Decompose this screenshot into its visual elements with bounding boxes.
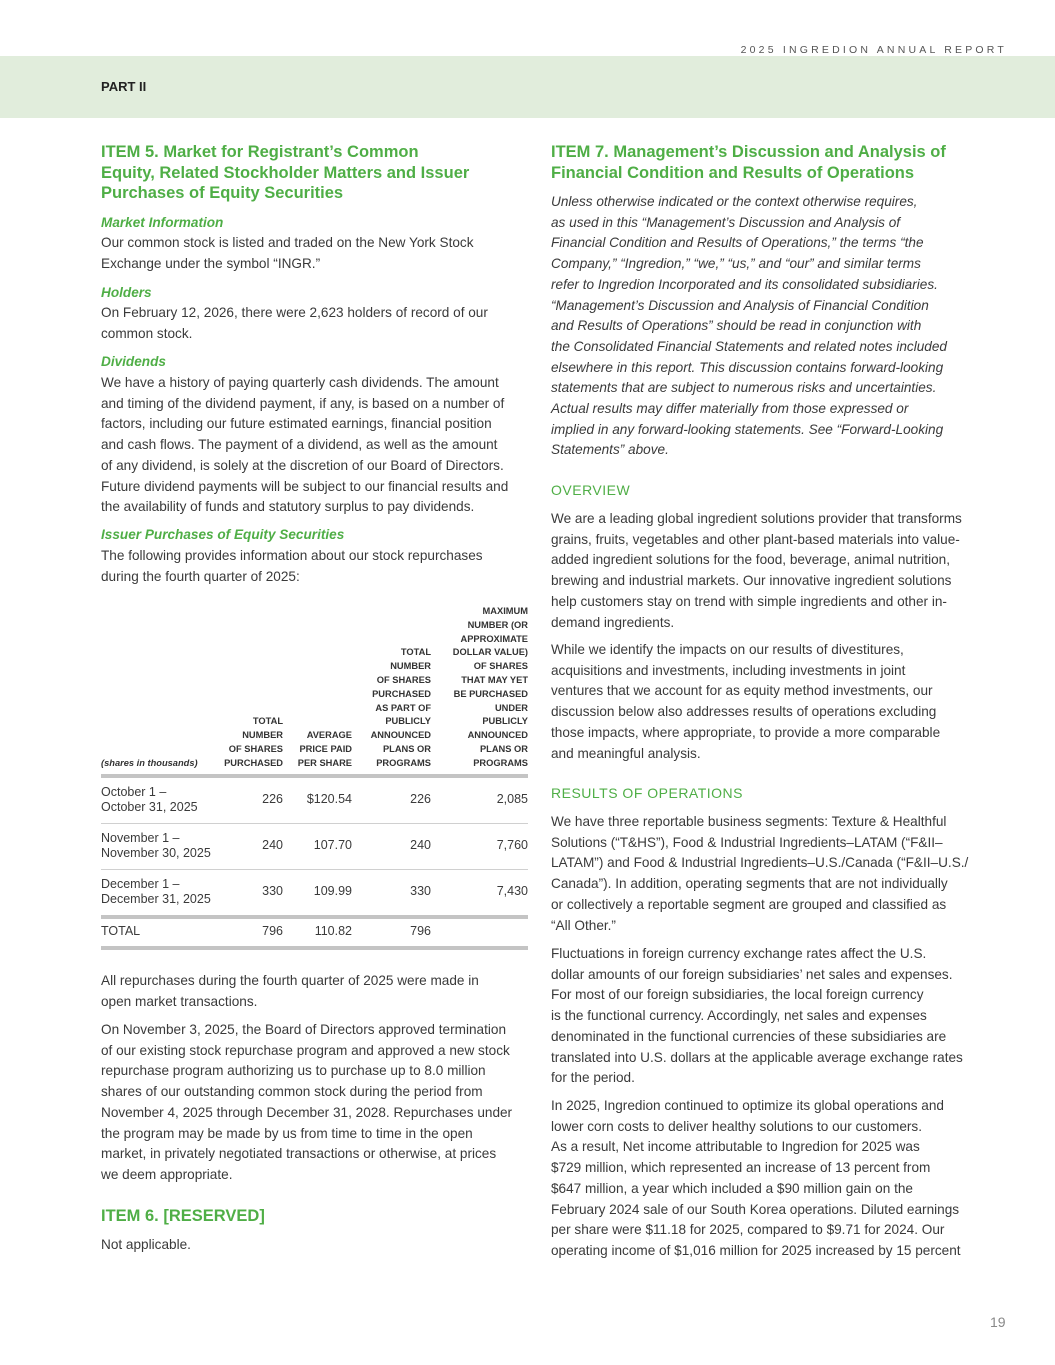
item5-heading: ITEM 5. Market for Registrant’s Common Equity, Related Stockholder Matters and Issuer Purchases of Equity Securities — [101, 143, 470, 202]
cell: 107.70 — [283, 823, 352, 869]
cell: 7,430 — [496, 884, 528, 899]
dividends-heading: Dividends — [101, 354, 166, 369]
cell: 330 — [262, 884, 283, 899]
cell: $120.54 — [283, 776, 352, 824]
table-total-row — [101, 917, 528, 948]
table-row — [101, 823, 528, 869]
page-number: 19 — [990, 1314, 1006, 1330]
part-banner — [0, 56, 1055, 118]
table-header-row — [101, 605, 528, 776]
period-cell: December 1 – December 31, 2025 — [101, 876, 211, 907]
item6-heading: ITEM 6. [RESERVED] — [101, 1207, 265, 1225]
table-row — [101, 776, 528, 824]
report-title: 2025 INGREDION ANNUAL REPORT — [740, 44, 1007, 56]
cell: 796 — [352, 917, 431, 948]
cell: 240 — [352, 823, 431, 869]
cell: 2,085 — [431, 776, 528, 824]
cell: 226 — [352, 776, 431, 824]
overview-paragraph: We are a leading global ingredient solutions provider that transforms grains, fruits, vegetables and other plant-based materials into value- added ingredient solutions for the food, beverage, animal nutrition, brewing and industrial markets. Our innovative ingredient solutions help customers stay on trend with simple ingredients and other in- demand ingredients. — [551, 511, 962, 630]
table-row — [101, 869, 528, 917]
repurchase-table — [101, 605, 528, 950]
dividends-text: We have a history of paying quarterly cash dividends. The amount and timing of the dividend payment, if any, is based on a number of factors, including our future estimated earnings, financial position and cash flows. The payment of a dividend, as well as the amount of any dividend, is solely at the discretion of our Board of Directors. Future dividend payments will be subject to our financial results and the availability of funds and statutory surplus to pay dividends. — [101, 375, 509, 515]
part-label: PART II — [101, 79, 147, 94]
results-heading: RESULTS OF OPERATIONS — [551, 785, 744, 801]
results-paragraph: Fluctuations in foreign currency exchange rates affect the U.S. dollar amounts of our foreign subsidiaries’ net sales and expenses. For most of our foreign subsidiaries, the local foreign currency is the functional currency. Accordingly, net sales and expenses denominated in the functional currencies of these subsidiaries are translated into U.S. dollars at the applicable average exchange rates for the period. — [551, 946, 963, 1086]
item6-text: Not applicable. — [101, 1237, 191, 1252]
cell — [431, 917, 528, 948]
overview-paragraph: While we identify the impacts on our results of divestitures, acquisitions and investments, including investments in joint ventures that we account for as equity method investments, our discussion below also addresses results of operations excluding those impacts, where appropriate, to provide a more comparable and meaningful analysis. — [551, 642, 941, 761]
column-header: TOTAL NUMBER OF SHARES PURCHASED AS PART OF PUBLICLY ANNOUNCED PLANS OR PROGRAMS — [352, 605, 431, 776]
program-text: On November 3, 2025, the Board of Directors approved termination of our existing stock repurchase program and approved a new stock repurchase program authorizing us to purchase up to 8.0 million shares of our outstanding common stock during the period from November 4, 2025 through December 31, 2028. Repurchases under the program may be made by us from time to time in the open market, in privately negotiated transactions or otherwise, at prices we deem appropriate. — [101, 1022, 513, 1182]
market-info-heading: Market Information — [101, 215, 224, 230]
issuer-text: The following provides information about our stock repurchases during the fourth quarter of 2025: — [101, 548, 483, 584]
cell: 330 — [410, 884, 431, 899]
column-header: (shares in thousands) — [101, 605, 211, 776]
overview-heading: OVERVIEW — [551, 482, 631, 498]
holders-heading: Holders — [101, 285, 152, 300]
column-header: TOTAL NUMBER OF SHARES PURCHASED — [211, 605, 283, 776]
column-header: AVERAGE PRICE PAID PER SHARE — [283, 605, 352, 776]
period-cell: October 1 – October 31, 2025 — [101, 776, 211, 824]
cell: 226 — [211, 776, 283, 824]
cell: 109.99 — [313, 884, 352, 899]
results-paragraph: We have three reportable business segments: Texture & Healthful Solutions (“T&HS”), Food & Industrial Ingredients–LATAM (“F&II– LATAM”) and Food & Industrial Ingredients–U.S./Canada (“F&II–U.S./ Canada”). In addition, operating segments that are not individually or collectively a reportable segment are grouped and classified as “All Other.” — [551, 814, 969, 933]
repurchases-text: All repurchases during the fourth quarter of 2025 were made in open market transactions. — [101, 973, 479, 1009]
results-paragraph: In 2025, Ingredion continued to optimize its global operations and lower corn costs to deliver healthy solutions to our customers. As a result, Net income attributable to Ingredion for 2025 was $729 million, which represented an increase of 13 percent from $647 million, a year which included a $90 million gain on the February 2024 sale of our South Korea operations. Diluted earnings per share were $11.18 for 2025, compared to $9.71 for 2024. Our operating income of $1,016 million for 2025 increased by 15 percent — [551, 1098, 961, 1258]
issuer-heading: Issuer Purchases of Equity Securities — [101, 527, 345, 542]
period-cell: November 1 – November 30, 2025 — [101, 823, 211, 869]
item7-intro: Unless otherwise indicated or the context otherwise requires, as used in this “Management’s Discussion and Analysis of Financial Condition and Results of Operations,” the terms “the Company,” “Ingredion,” “we,” “us,” and “our” and similar terms refer to Ingredion Incorporated and its consolidated subsidiaries. “Management’s Discussion and Analysis of Financial Condition and Results of Operations” should be read in conjunction with the Consolidated Financial Statements and related notes included elsewhere in this report. This discussion contains forward-looking statements that are subject to numerous risks and uncertainties. Actual results may differ materially from those expressed or implied in any forward-looking statements. See “Forward-Looking Statements” above. — [551, 194, 947, 458]
cell: 110.82 — [283, 917, 352, 948]
holders-text: On February 12, 2026, there were 2,623 holders of record of our common stock. — [101, 305, 488, 341]
cell: 7,760 — [431, 823, 528, 869]
market-info-text: Our common stock is listed and traded on the New York Stock Exchange under the symbol “INGR.” — [101, 235, 474, 271]
total-label: TOTAL — [101, 917, 211, 948]
cell: 796 — [211, 917, 283, 948]
item7-heading: ITEM 7. Management’s Discussion and Analysis of Financial Condition and Results of Operations — [551, 143, 946, 182]
cell: 240 — [211, 823, 283, 869]
column-header: MAXIMUM NUMBER (OR APPROXIMATE DOLLAR VALUE) OF SHARES THAT MAY YET BE PURCHASED UNDER PUBLICLY ANNOUNCED PLANS OR PROGRAMS — [431, 605, 528, 776]
